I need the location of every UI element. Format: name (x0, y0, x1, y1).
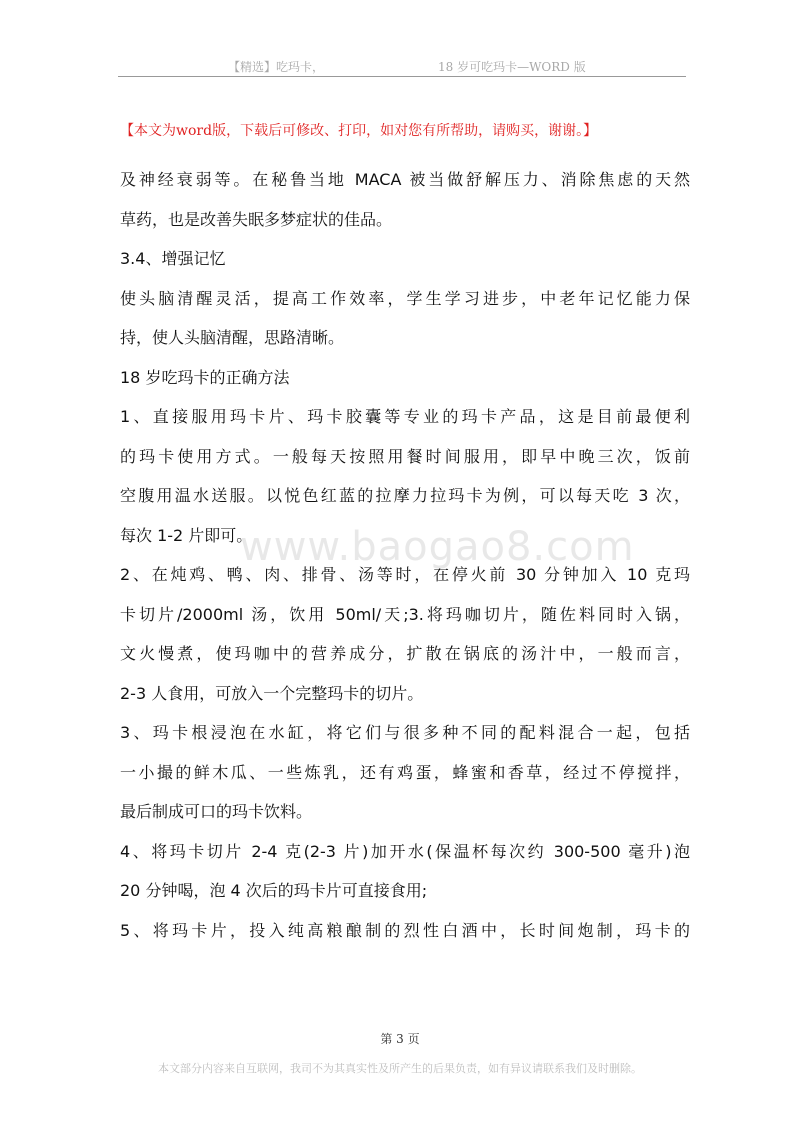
body-line: 2、在炖鸡、鸭、肉、排骨、汤等时，在停火前 30 分钟加入 10 克玛 (120, 565, 690, 584)
body-line: 一小撮的鲜木瓜、一些炼乳，还有鸡蛋，蜂蜜和香草，经过不停搅拌， (120, 762, 690, 782)
document-body (120, 166, 690, 956)
watermark: www.baogao8.com (240, 524, 635, 570)
body-line: 及神经衰弱等。在秘鲁当地 MACA 被当做舒解压力、消除焦虑的天然 (120, 170, 690, 189)
page-number: 第 3 页 (380, 1032, 420, 1046)
header-right-title: 18 岁可吃玛卡—WORD 版 (438, 60, 586, 74)
body-line: 3、玛卡根浸泡在水缸，将它们与很多种不同的配料混合一起，包括 (120, 723, 690, 742)
body-line: 2-3 人食用，可放入一个完整玛卡的切片。 (120, 683, 424, 703)
red-notice: 【本文为word版，下载后可修改、打印，如对您有所帮助，请购买，谢谢。】 (120, 123, 598, 139)
section-heading: 3.4、增强记忆 (120, 249, 226, 268)
page-header (118, 52, 686, 77)
body-line: 持，使人头脑清醒，思路清晰。 (120, 328, 345, 347)
section-heading: 18 岁吃玛卡的正确方法 (120, 367, 290, 387)
body-line: 4、将玛卡切片 2-4 克(2-3 片)加开水(保温杯每次约 300-500 毫升)泡 (120, 841, 690, 861)
body-line: 的玛卡使用方式。一般每天按照用餐时间服用，即早中晚三次，饭前 (120, 446, 690, 466)
header-left-title: 【精选】吃玛卡， (228, 60, 325, 74)
body-line: 卡切片/2000ml 汤，饮用 50ml/天;3.将玛咖切片，随佐料同时入锅， (120, 604, 690, 624)
body-line: 空腹用温水送服。以悦色红蓝的拉摩力拉玛卡为例，可以每天吃 3 次， (120, 486, 690, 505)
body-line: 使头脑清醒灵活，提高工作效率，学生学习进步，中老年记忆能力保 (120, 288, 690, 308)
body-line: 5、将玛卡片，投入纯高粮酿制的烈性白酒中，长时间炮制，玛卡的 (120, 920, 690, 940)
body-line: 每次 1-2 片即可。 (120, 525, 253, 545)
body-line: 最后制成可口的玛卡饮料。 (120, 802, 313, 821)
body-line: 1、直接服用玛卡片、玛卡胶囊等专业的玛卡产品，这是目前最便利 (120, 407, 690, 426)
footer-disclaimer: 本文部分内容来自互联网，我司不为其真实性及所产生的后果负责，如有异议请联系我们及时删除。 (158, 1062, 642, 1075)
body-line: 20 分钟喝，泡 4 次后的玛卡片可直接食用; (120, 881, 428, 900)
body-line: 文火慢煮，使玛咖中的营养成分，扩散在锅底的汤汁中，一般而言， (120, 644, 690, 663)
body-line: 草药，也是改善失眠多梦症状的佳品。 (120, 209, 393, 229)
